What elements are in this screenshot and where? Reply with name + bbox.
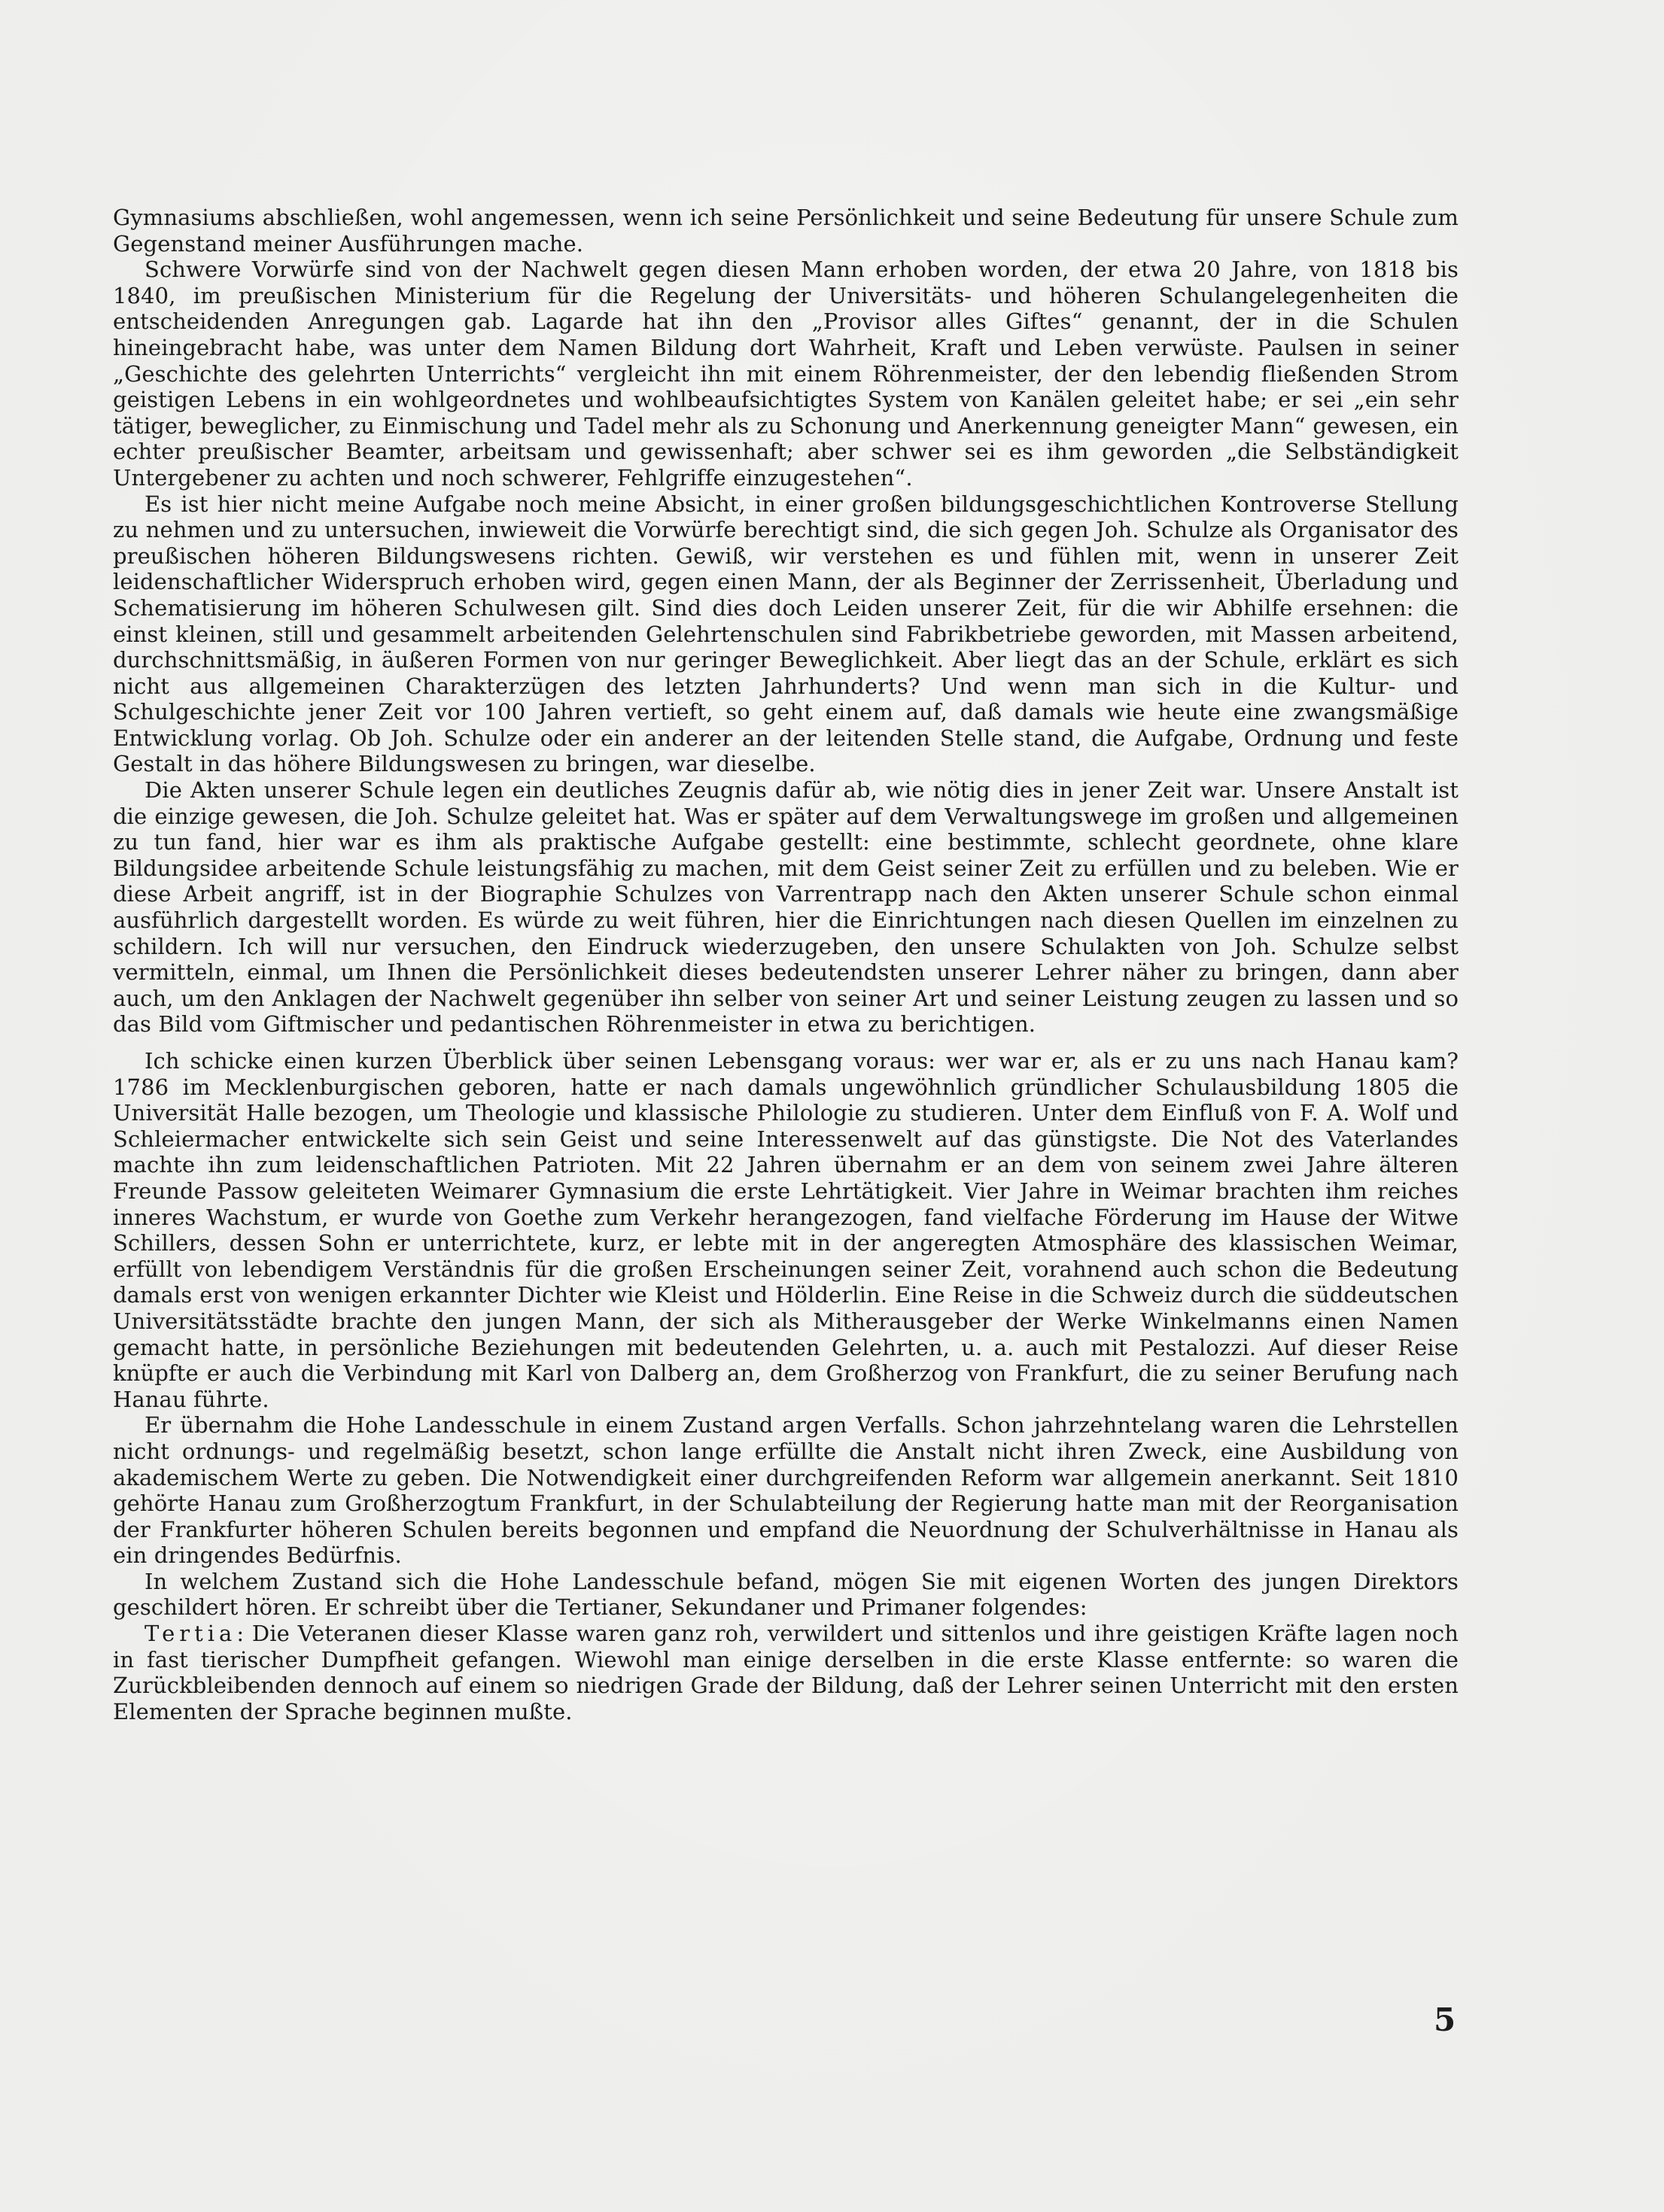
paragraph-7: In welchem Zustand sich die Hohe Landesschule befand, mögen Sie mit eigenen Worten des jungen Direktors geschildert hören. Er schreibt über die Tertianer, Sekundaner und Primaner folgendes: — [113, 1568, 1459, 1621]
paragraph-6: Er übernahm die Hohe Landesschule in einem Zustand argen Verfalls. Schon jahrzehntelang waren die Lehrstellen nicht ordnungs- und regelmäßig besetzt, schon lange erfüllte die Anstalt nicht ihren Zweck, eine Ausbildung von akademischem Werte zu geben. Die Notwendigkeit einer durchgreifenden Reform war allgemein anerkannt. Seit 1810 gehörte Hanau zum Großherzogtum Frankfurt, in der Schulabteilung der Regierung hatte man mit der Reorganisation der Frankfurter höheren Schulen bereits begonnen und empfand die Neuordnung der Schulverhältnisse in Hanau als ein dringendes Bedürfnis. — [113, 1412, 1459, 1569]
tertia-text: Die Veteranen dieser Klasse waren ganz roh, verwildert und sittenlos und ihre geistigen Kräfte lagen noch in fast tierischer Dumpfheit gefangen. Wiewohl man einige derselben in die erste Klasse entfernte: so waren die Zurückbleibenden dennoch auf einem so niedrigen Grade der Bildung, daß der Lehrer seinen Unterricht mit den ersten Elementen der Sprache beginnen mußte. — [113, 1621, 1459, 1724]
paragraph-5: Ich schicke einen kurzen Überblick über seinen Lebensgang voraus: wer war er, als er zu uns nach Hanau kam? 1786 im Mecklenburgischen geboren, hatte er nach damals ungewöhnlich gründlicher Schulausbildung 1805 die Universität Halle bezogen, um Theologie und klassische Philologie zu studieren. Unter dem Einfluß von F. A. Wolf und Schleiermacher entwickelte sich sein Geist und seine Interessenwelt auf das günstigste. Die Not des Vaterlandes machte ihn zum leidenschaftlichen Patrioten. Mit 22 Jahren übernahm er an dem von seinem zwei Jahre älteren Freunde Passow geleiteten Weimarer Gymnasium die erste Lehrtätigkeit. Vier Jahre in Weimar brachten ihm reiches inneres Wachstum, er wurde von Goethe zum Verkehr herangezogen, fand vielfache Förderung im Hause der Witwe Schillers, dessen Sohn er unterrichtete, kurz, er lebte mit in der angeregten Atmosphäre des klassischen Weimar, erfüllt von lebendigem Verständnis für die großen Erscheinungen seiner Zeit, vorahnend auch schon die Bedeutung damals erst von wenigen erkannter Dichter wie Kleist und Hölderlin. Eine Reise in die Schweiz durch die süddeutschen Universitätsstädte brachte den jungen Mann, der sich als Mitherausgeber der Werke Winkelmanns einen Namen gemacht hatte, in persönliche Beziehungen mit bedeutenden Gelehrten, u. a. auch mit Pestalozzi. Auf dieser Reise knüpfte er auch die Verbindung mit Karl von Dalberg an, dem Großherzog von Frankfurt, die zu seiner Berufung nach Hanau führte. — [113, 1048, 1459, 1412]
paragraph-2: Schwere Vorwürfe sind von der Nachwelt gegen diesen Mann erhoben worden, der etwa 20 Jahre, von 1818 bis 1840, im preußischen Ministerium für die Regelung der Universitäts- und höheren Schulangelegenheiten die entscheidenden Anregungen gab. Lagarde hat ihn den „Provisor alles Giftes“ genannt, der in die Schulen hineingebracht habe, was unter dem Namen Bildung dort Wahrheit, Kraft und Leben verwüste. Paulsen in seiner „Geschichte des gelehrten Unterrichts“ vergleicht ihn mit einem Röhrenmeister, der den lebendig fließenden Strom geistigen Lebens in ein wohlgeordnetes und wohlbeaufsichtigtes System von Kanälen geleitet habe; er sei „ein sehr tätiger, beweglicher, zu Einmischung und Tadel mehr als zu Schonung und Anerkennung geneigter Mann“ gewesen, ein echter preußischer Beamter, arbeitsam und gewissenhaft; aber schwer sei es ihm geworden „die Selbständigkeit Untergebener zu achten und noch schwerer, Fehlgriffe einzugestehen“. — [113, 257, 1459, 491]
paragraph-tertia: Tertia: Die Veteranen dieser Klasse waren ganz roh, verwildert und sittenlos und ihre geistigen Kräfte lagen noch in fast tierischer Dumpfheit gefangen. Wiewohl man einige derselben in die erste Klasse entfernte: so waren die Zurückbleibenden dennoch auf einem so niedrigen Grade der Bildung, daß der Lehrer seinen Unterricht mit den ersten Elementen der Sprache beginnen mußte. — [113, 1621, 1459, 1724]
paragraph-1: Gymnasiums abschließen, wohl angemessen, wenn ich seine Persönlichkeit und seine Bedeutung für unsere Schule zum Gegenstand meiner Ausführungen mache. — [113, 205, 1459, 257]
tertia-label: Tertia — [144, 1621, 237, 1647]
page-number: 5 — [1434, 2001, 1456, 2038]
body-text — [113, 205, 1459, 1724]
paragraph-3: Es ist hier nicht meine Aufgabe noch meine Absicht, in einer großen bildungsgeschichtlichen Kontroverse Stellung zu nehmen und zu untersuchen, inwieweit die Vorwürfe berechtigt sind, die sich gegen Joh. Schulze als Organisator des preußischen höheren Bildungswesens richten. Gewiß, wir verstehen es und fühlen mit, wenn in unserer Zeit leidenschaftlicher Widerspruch erhoben wird, gegen einen Mann, der als Beginner der Zerrissenheit, Überladung und Schematisierung im höheren Schulwesen gilt. Sind dies doch Leiden unserer Zeit, für die wir Abhilfe ersehnen: die einst kleinen, still und gesammelt arbeitenden Gelehrtenschulen sind Fabrikbetriebe geworden, mit Massen arbeitend, durchschnittsmäßig, in äußeren Formen von nur geringer Beweglichkeit. Aber liegt das an der Schule, erklärt es sich nicht aus allgemeinen Charakterzügen des letzten Jahrhunderts? Und wenn man sich in die Kultur- und Schulgeschichte jener Zeit vor 100 Jahren vertieft, so geht einem auf, daß damals wie heute eine zwangsmäßige Entwicklung vorlag. Ob Joh. Schulze oder ein anderer an der leitenden Stelle stand, die Aufgabe, Ordnung und feste Gestalt in das höhere Bildungswesen zu bringen, war dieselbe. — [113, 491, 1459, 777]
paragraph-4: Die Akten unserer Schule legen ein deutliches Zeugnis dafür ab, wie nötig dies in jener Zeit war. Unsere Anstalt ist die einzige gewesen, die Joh. Schulze geleitet hat. Was er später auf dem Verwaltungswege im großen und allgemeinen zu tun fand, hier war es ihm als praktische Aufgabe gestellt: eine bestimmte, schlecht geordnete, ohne klare Bildungsidee arbeitende Schule leistungsfähig zu machen, mit dem Geist seiner Zeit zu erfüllen und zu beleben. Wie er diese Arbeit angriff, ist in der Biographie Schulzes von Varrentrapp nach den Akten unserer Schule schon einmal ausführlich dargestellt worden. Es würde zu weit führen, hier die Einrichtungen nach diesen Quellen im einzelnen zu schildern. Ich will nur versuchen, den Eindruck wiederzugeben, den unsere Schulakten von Joh. Schulze selbst vermitteln, einmal, um Ihnen die Persönlichkeit dieses bedeutendsten unserer Lehrer näher zu bringen, dann aber auch, um den Anklagen der Nachwelt gegenüber ihn selber von seiner Art und seiner Leistung zeugen zu lassen und so das Bild vom Giftmischer und pedantischen Röhrenmeister in etwa zu berichtigen. — [113, 777, 1459, 1038]
